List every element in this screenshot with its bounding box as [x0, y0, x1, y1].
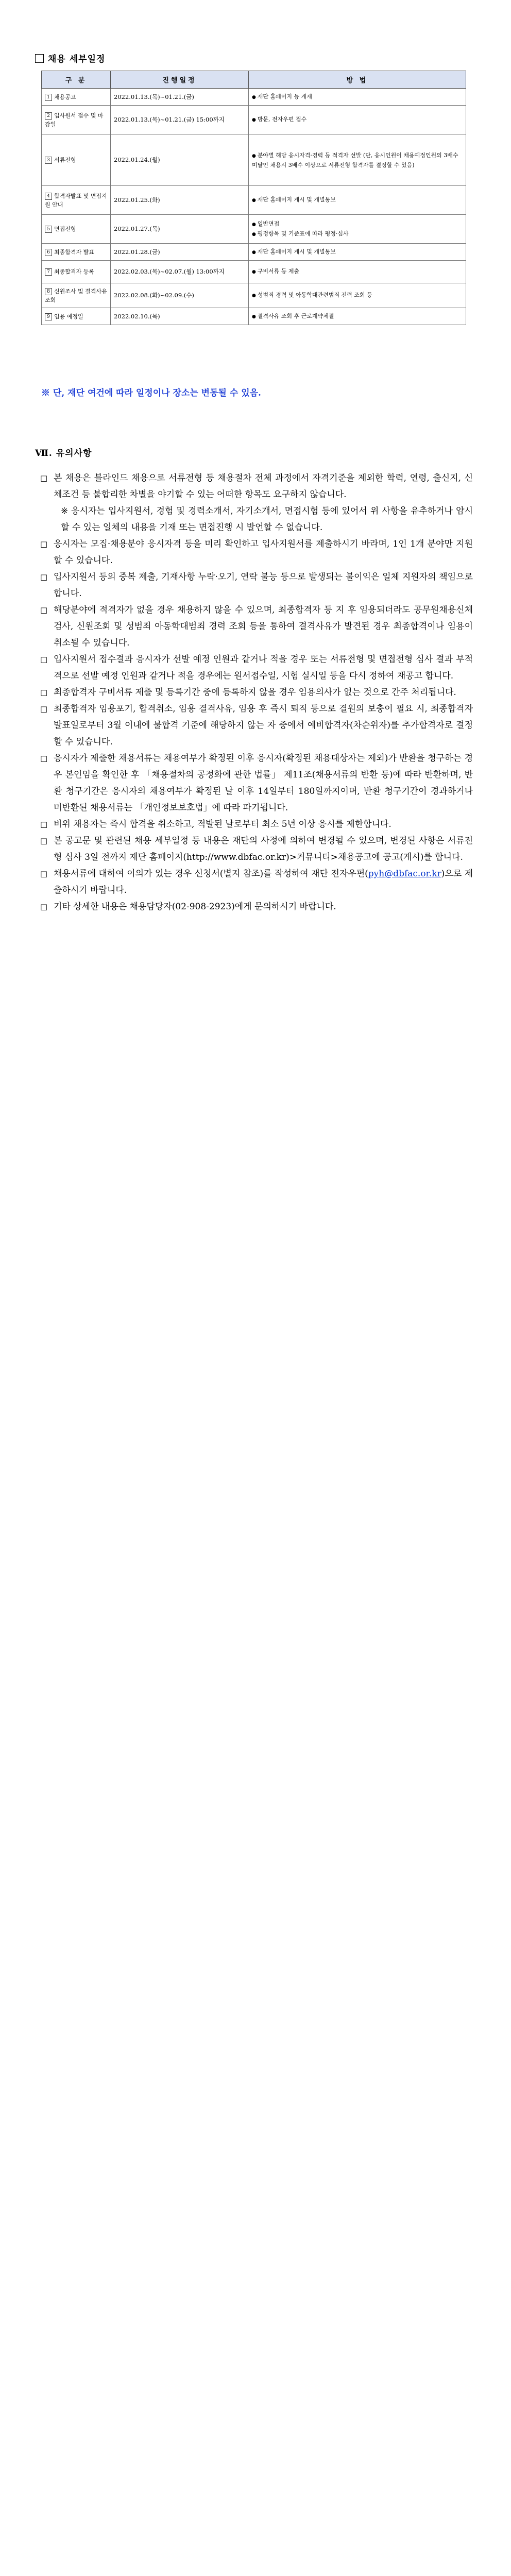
list-item: □ 해당분야에 적격자가 없을 경우 채용하지 않을 수 있으며, 최종합격자 등 지 후 임용되더라도 공무원채용신체검사, 신원조회 및 성범죄 아동학대범죄 경력 조회 등을 통하여 결격사유가 발견된 경우 최종합격이나 임용이 취소될 수 있습니다. — [40, 605, 473, 648]
list-item: □ 기타 상세한 내용은 채용담당자(02-908-2923)에게 문의하시기 바랍니다. — [40, 902, 336, 912]
section-title-notes: Ⅶ. 유의사항 — [35, 448, 92, 459]
list-item: □ 응시자는 모집·채용분야 응시자격 등을 미리 확인하고 입사지원서를 제출하시기 바라며, 1인 1개 분야만 지원할 수 있습니다. — [40, 539, 473, 566]
table-row: 8 신원조사 및 결격사유 조회 2022.02.08.(화)~02.09.(수) ● 성범죄 경력 및 아동학대관련범죄 전력 조회 등 — [42, 283, 466, 308]
list-item: □ 최종합격자 임용포기, 합격취소, 임용 결격사유, 임용 후 즉시 퇴직 등으로 결원의 보충이 필요 시, 최종합격자 발표일로부터 3월 이내에 불합격 기준에 해당하지 않는 자 중에서 예비합격자(차순위자)를 추가합격자로 결정할 수 있습니다. — [40, 704, 473, 747]
table-row: 6 최종합격자 발표 2022.01.28.(금) ● 재단 홈페이지 게시 및 개별통보 — [42, 244, 466, 261]
table-row: 5 면접전형 2022.01.27.(목) ● 일반면접 ● 평정항목 및 기준표에 따라 평정·심사 — [42, 215, 466, 244]
email-link[interactable]: pyh@dbfac.or.kr — [368, 869, 441, 879]
list-item: □ 입사지원서 접수결과 응시자가 선발 예정 인원과 같거나 적을 경우 또는 서류전형 및 면접전형 심사 결과 부적격으로 선발 예정 인원과 같거나 적을 경우에는 원서접수일, 시험 실시일 등을 다시 정하여 재공고 합니다. — [40, 654, 473, 681]
list-item: □ 본 공고문 및 관련된 채용 세부일정 등 내용은 재단의 사정에 의하여 변경될 수 있으며, 변경된 사항은 서류전형 심사 3일 전까지 재단 홈페이지(http://www.dbfac.or.kr)>커뮤니티>채용공고에 공고(게시)를 합니다. — [40, 836, 473, 862]
list-item: □ 응시자가 제출한 채용서류는 채용여부가 확정된 이후 응시자(확정된 채용대상자는 제외)가 반환을 청구하는 경우 본인임을 확인한 후 「채용절차의 공정화에 관한 법률」 제11조(채용서류의 반환 등)에 따라 반환하며, 반환 청구기간은 응시자의 채용여부가 확정된 날 이후 14일부터 180일까지이며, 반환 청구기간이 경과하거나 미반환된 채용서류는 「개인정보보호법」에 따라 파기됩니다. — [40, 753, 473, 813]
table-row: 7 최종합격자 등록 2022.02.03.(목)~02.07.(월) 13:00까지 ● 구비서류 등 제출 — [42, 261, 466, 283]
table-row: 3 서류전형 2022.01.24.(월) ● 분야별 해당 응시자격·경력 등 적격자 선발 (단, 응시인원이 채용예정인원의 3배수 미달인 채용시 3배수 이상으로 서류전형 합격자를 결정할 수 있음) — [42, 134, 466, 186]
table-row: 4 합격자발표 및 면접지원 안내 2022.01.25.(화) ● 재단 홈페이지 게시 및 개별통보 — [42, 186, 466, 215]
table-row: 2 입사원서 접수 및 마감일 2022.01.13.(목)~01.21.(금) 15:00까지 ● 방문, 전자우편 접수 — [42, 106, 466, 134]
table-row: 1 채용공고 2022.01.13.(목)~01.21.(금) ● 재단 홈페이지 등 게재 — [42, 89, 466, 106]
header-stage: 구 분 — [42, 71, 111, 89]
list-item: □ 최종합격자 구비서류 제출 및 등록기간 중에 등록하지 않을 경우 임용의사가 없는 것으로 간주 처리됩니다. — [40, 687, 456, 698]
checkbox-square-icon — [35, 54, 44, 63]
list-sub-item: ※ 응시자는 입사지원서, 경험 및 경력소개서, 자기소개서, 면접시험 등에 있어서 위 사항을 유추하거나 암시할 수 있는 일체의 내용을 기재 또는 면접진행 시 발언할 수 없습니다. — [61, 506, 473, 533]
table-header-row — [42, 71, 466, 89]
list-item: □ 본 채용은 블라인드 채용으로 서류전형 등 채용절차 전체 과정에서 자격기준을 제외한 학력, 연령, 출신지, 신체조건 등 불합리한 차별을 야기할 수 있는 어떠한 항목도 요구하지 않습니다. — [40, 473, 473, 500]
schedule-table — [41, 71, 466, 325]
schedule-note: ※ 단, 재단 여건에 따라 일정이나 장소는 변동될 수 있음. — [41, 388, 261, 398]
item-with-email: 채용서류에 대하여 이의가 있는 경우 신청서(별지 참조)를 작성하여 재단 전자우편(pyh@dbfac.or.kr)으로 제출하시기 바랍니다. — [54, 869, 473, 895]
list-item: □ 입사지원서 등의 중복 제출, 기재사항 누락·오기, 연락 불능 등으로 발생되는 불이익은 일체 지원자의 책임으로 합니다. — [40, 572, 473, 599]
section-title-schedule: 채용 세부일정 — [35, 52, 105, 64]
header-date: 진행일정 — [111, 71, 249, 89]
header-method: 방 법 — [249, 71, 466, 89]
list-item: □ 채용서류에 대하여 이의가 있는 경우 신청서(별지 참조)를 작성하여 재단 전자우편(pyh@dbfac.or.kr)으로 제출하시기 바랍니다. — [40, 866, 473, 899]
table-row: 9 임용 예정일 2022.02.10.(목) ● 결격사유 조회 후 근로계약체결 — [42, 308, 466, 325]
notes-list — [40, 470, 473, 915]
list-item: □ 비위 채용자는 즉시 합격을 취소하고, 적발된 날로부터 최소 5년 이상 응시를 제한합니다. — [40, 819, 391, 829]
